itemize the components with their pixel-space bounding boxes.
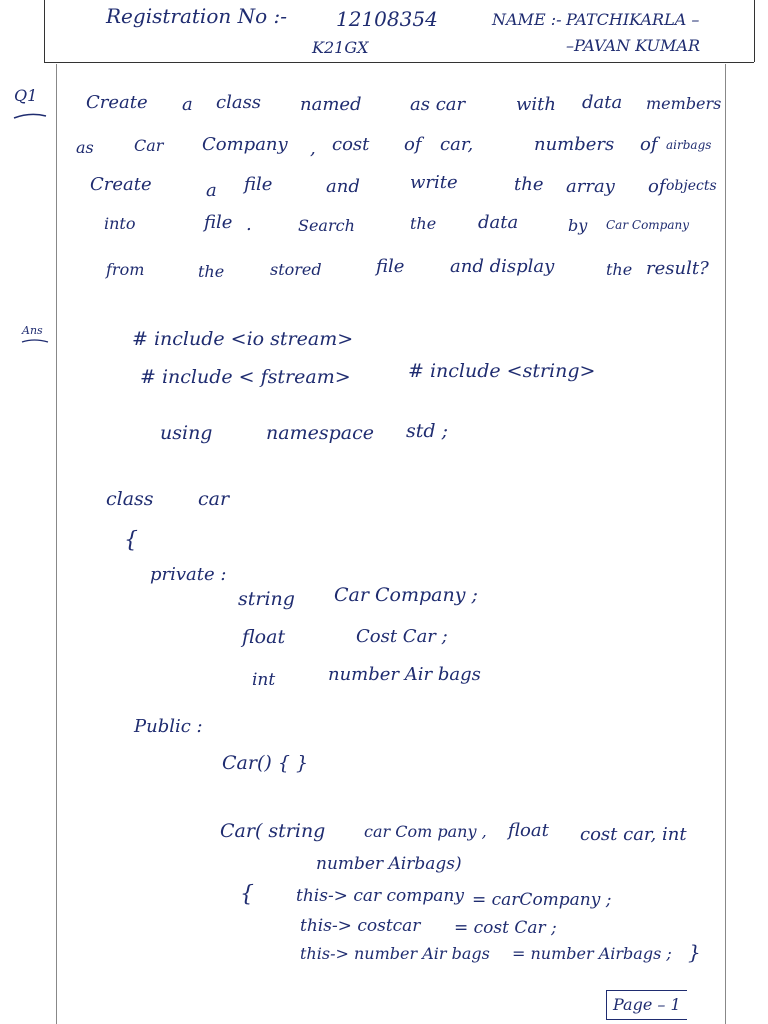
question-word: car, bbox=[440, 134, 474, 155]
question-word: named bbox=[300, 94, 362, 115]
page-number-label: Page – 1 bbox=[613, 995, 681, 1014]
question-word: the bbox=[198, 262, 225, 281]
question-word: file bbox=[376, 256, 405, 277]
question-word: class bbox=[216, 92, 262, 113]
name-line1: PATCHIKARLA – bbox=[566, 10, 700, 29]
question-word: airbags bbox=[666, 138, 712, 152]
question-word: Create bbox=[86, 92, 148, 113]
name-line2: –PAVAN KUMAR bbox=[566, 36, 701, 55]
code-line: int bbox=[252, 670, 276, 690]
header-bottom-rule bbox=[44, 62, 754, 63]
code-line: cost car, int bbox=[580, 824, 687, 845]
code-line: = carCompany ; bbox=[472, 890, 612, 910]
registration-number: 12108354 bbox=[336, 7, 438, 31]
question-word: file bbox=[244, 174, 273, 195]
question-word: of bbox=[648, 176, 666, 197]
question-word: numbers bbox=[534, 134, 615, 155]
question-word: Search bbox=[298, 216, 355, 235]
question-word: the bbox=[410, 214, 437, 233]
code-line: car bbox=[198, 488, 230, 510]
question-word: a bbox=[182, 94, 193, 115]
code-line: Public : bbox=[134, 716, 203, 737]
code-line: this-> number Air bags bbox=[300, 944, 490, 963]
question-word: a bbox=[206, 180, 217, 201]
question-word: the bbox=[514, 174, 544, 195]
question-word: data bbox=[478, 212, 519, 233]
registration-line2: K21GX bbox=[312, 38, 369, 57]
question-word: and display bbox=[450, 256, 555, 277]
question-word: stored bbox=[270, 260, 322, 279]
question-word: result? bbox=[646, 258, 709, 279]
question-word: as bbox=[76, 138, 94, 157]
code-line: float bbox=[508, 820, 549, 841]
question-word: Create bbox=[90, 174, 152, 195]
code-line: number Air bags bbox=[328, 664, 481, 685]
question-word: and bbox=[326, 176, 360, 197]
question-word: with bbox=[516, 94, 556, 115]
code-line: string bbox=[238, 588, 295, 610]
left-margin-line bbox=[56, 64, 57, 1024]
question-marker: Q1 bbox=[14, 86, 38, 105]
question-word: into bbox=[104, 214, 136, 233]
right-margin-line bbox=[725, 64, 726, 1024]
question-word: cost bbox=[332, 134, 370, 155]
question-word: of bbox=[640, 134, 658, 155]
code-line: = cost Car ; bbox=[454, 918, 557, 938]
code-line: { bbox=[240, 882, 254, 907]
code-line: { bbox=[124, 528, 138, 553]
code-line: Car( string bbox=[220, 820, 326, 842]
code-line: private : bbox=[150, 564, 227, 585]
question-word: file bbox=[204, 212, 233, 233]
code-line: Car() { } bbox=[222, 752, 309, 774]
code-line: } bbox=[688, 940, 701, 964]
code-line: this-> car company bbox=[296, 886, 464, 906]
question-word: the bbox=[606, 260, 633, 279]
registration-label: Registration No :- bbox=[106, 4, 287, 28]
code-line: Car Company ; bbox=[334, 584, 478, 606]
question-word: array bbox=[566, 176, 615, 197]
header-right-border bbox=[754, 0, 755, 62]
code-line: number Airbags) bbox=[316, 854, 462, 874]
name-label: NAME :- bbox=[492, 10, 562, 29]
code-line: this-> costcar bbox=[300, 916, 421, 936]
code-line: # include < fstream> bbox=[140, 366, 351, 388]
question-word: from bbox=[106, 260, 145, 279]
code-line: # include <string> bbox=[408, 360, 596, 382]
header-left-border bbox=[44, 0, 45, 62]
code-line: float bbox=[242, 626, 286, 648]
question-word: objects bbox=[666, 178, 717, 194]
question-word: by bbox=[568, 216, 588, 235]
question-word: Company bbox=[202, 134, 288, 155]
question-word: as car bbox=[410, 94, 466, 115]
question-word: write bbox=[410, 172, 458, 193]
answer-marker-underline bbox=[20, 336, 60, 348]
code-line: using bbox=[160, 422, 213, 444]
question-word: Car Company bbox=[606, 218, 690, 232]
code-line: namespace bbox=[266, 422, 374, 444]
answer-marker: Ans bbox=[22, 324, 43, 337]
code-line: Cost Car ; bbox=[356, 626, 448, 647]
question-word: . bbox=[246, 214, 252, 235]
code-line: std ; bbox=[406, 420, 448, 442]
question-marker-underline bbox=[12, 106, 52, 126]
question-word: Car bbox=[134, 136, 164, 155]
question-word: members bbox=[646, 94, 722, 113]
question-word: , bbox=[310, 138, 316, 159]
question-word: data bbox=[582, 92, 623, 113]
page-number-box bbox=[606, 990, 687, 1020]
code-line: # include <io stream> bbox=[132, 328, 354, 350]
code-line: class bbox=[106, 488, 154, 510]
code-line: car Com pany , bbox=[364, 822, 487, 841]
code-line: = number Airbags ; bbox=[512, 944, 672, 963]
question-word: of bbox=[404, 134, 422, 155]
